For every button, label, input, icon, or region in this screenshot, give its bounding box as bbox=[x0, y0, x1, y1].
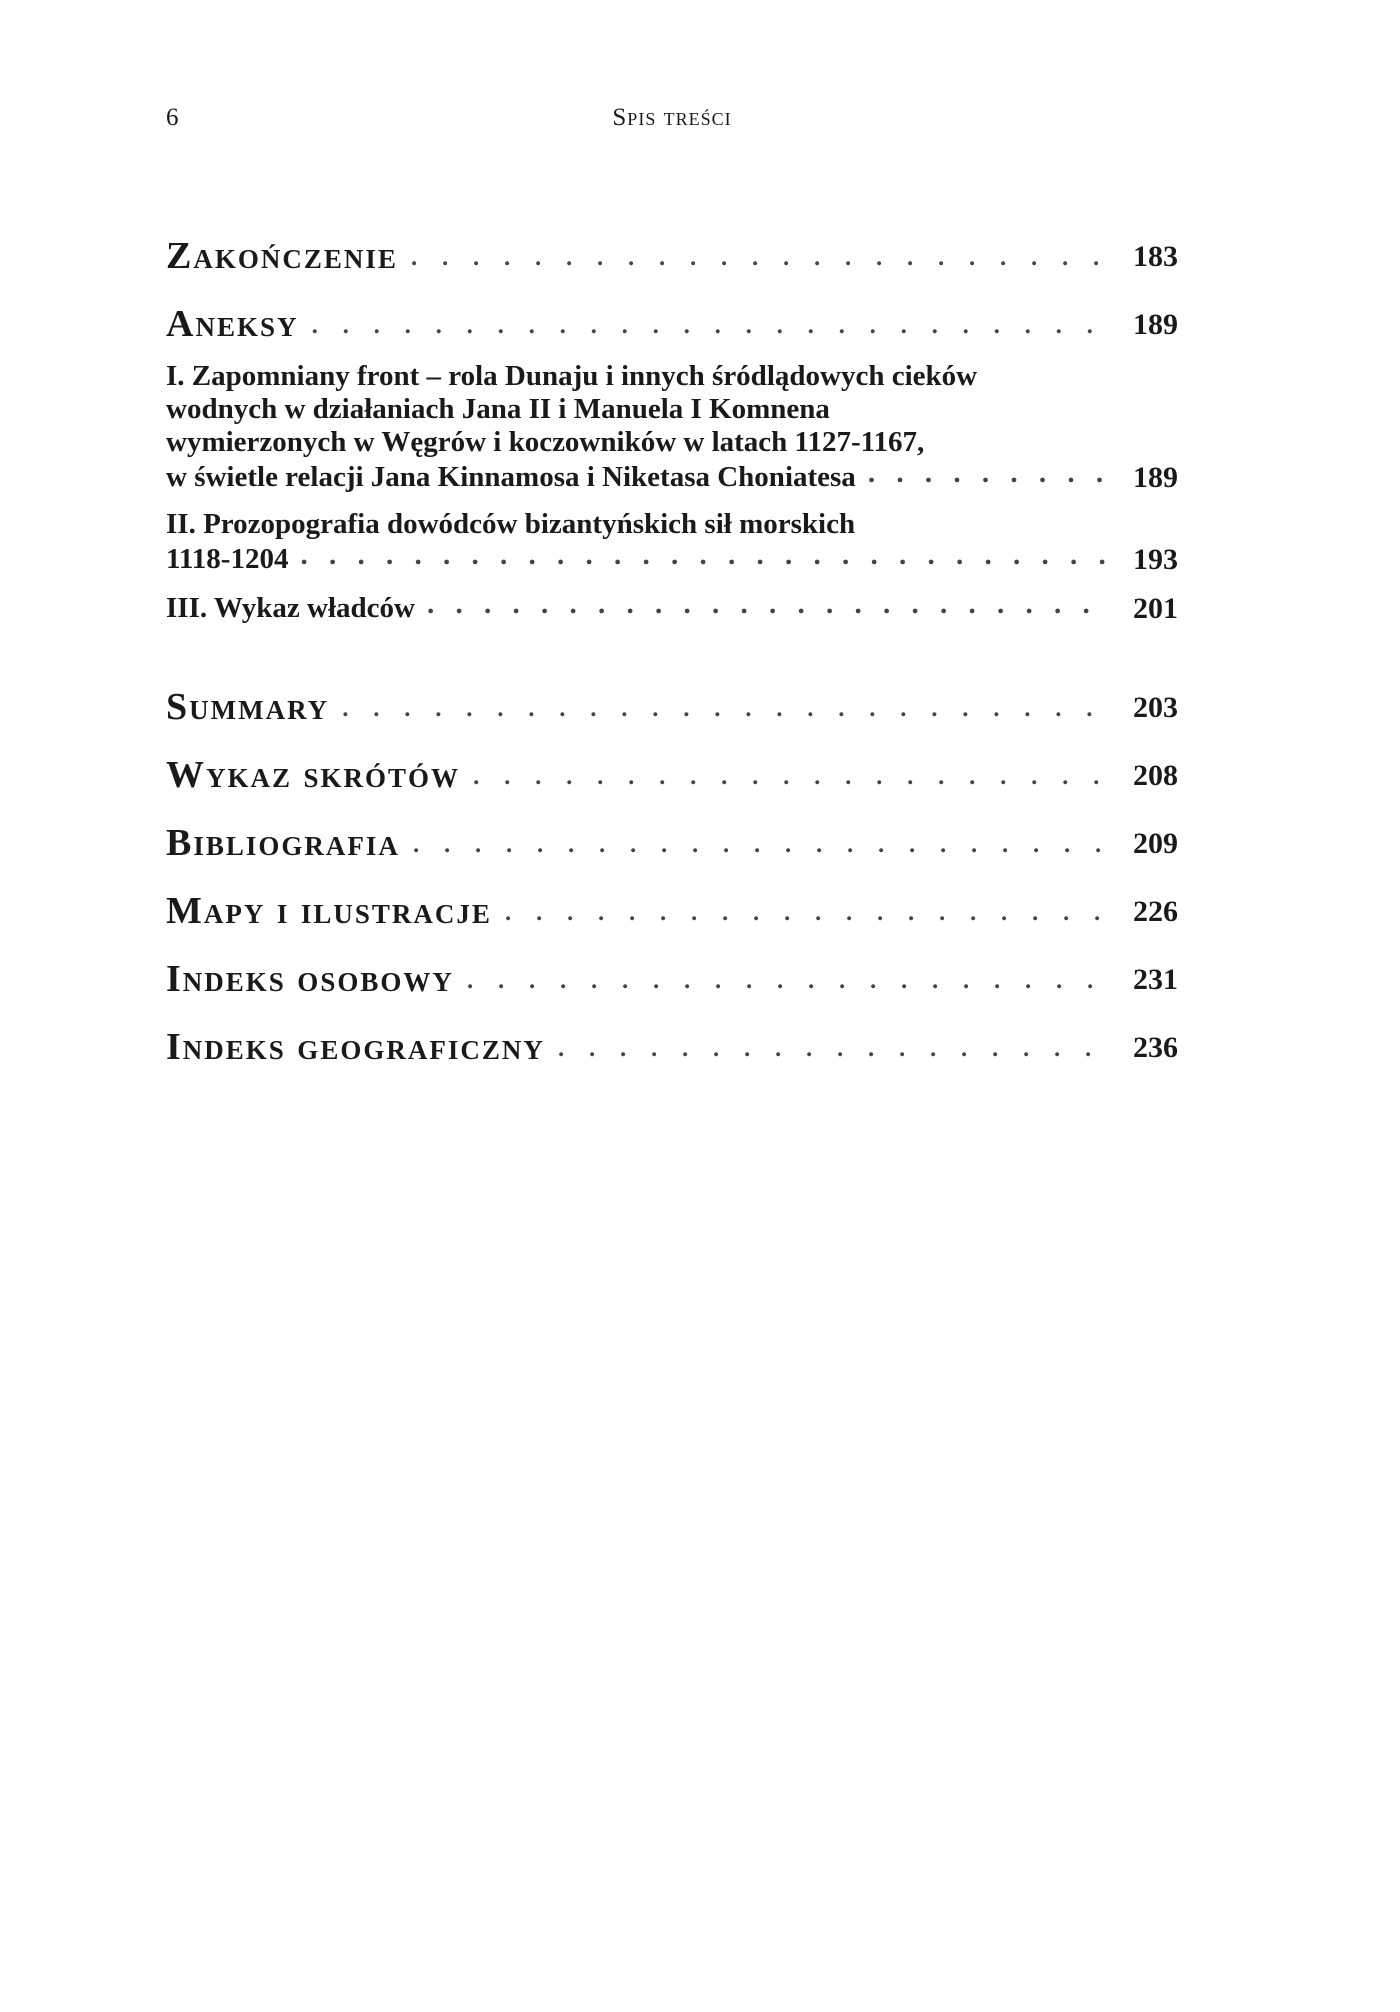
toc-entry-label: Mapy i ilustracje bbox=[166, 890, 492, 932]
dot-leader bbox=[472, 757, 1110, 797]
toc-entry-label: 1118-1204 bbox=[166, 543, 289, 575]
page-number: 6 bbox=[166, 104, 179, 131]
toc-entry-label: Indeks geograficzny bbox=[166, 1026, 545, 1068]
toc-entry-label: Bibliografia bbox=[166, 822, 400, 864]
toc-entry-indeks-osobowy[interactable] bbox=[166, 933, 1178, 1001]
toc-entry-page: 203 bbox=[1133, 691, 1178, 724]
running-head bbox=[166, 104, 1178, 134]
toc-entry-page: 236 bbox=[1133, 1031, 1178, 1064]
toc-entry-zakonczenie[interactable] bbox=[166, 210, 1178, 278]
toc-entry-last-line bbox=[166, 541, 1178, 576]
dot-leader bbox=[341, 689, 1110, 729]
dot-leader bbox=[868, 459, 1110, 494]
dot-leader bbox=[427, 590, 1110, 625]
toc-entry-indeks-geograficzny[interactable] bbox=[166, 1001, 1178, 1069]
toc-entry-page: 209 bbox=[1133, 827, 1178, 860]
running-title: Spis treści bbox=[612, 104, 732, 131]
toc-entry-last-line bbox=[166, 459, 1178, 494]
toc-entry-label: Zakończenie bbox=[166, 235, 398, 277]
toc-entry-label: III. Wykaz władców bbox=[166, 592, 415, 624]
toc-entry-page: 189 bbox=[1133, 461, 1178, 494]
toc-entry-line: II. Prozopografia dowódców bizantyńskich sił morskich bbox=[166, 508, 856, 540]
dot-leader bbox=[504, 893, 1110, 933]
toc-entry-line: wodnych w działaniach Jana II i Manuela I Komnena bbox=[166, 393, 830, 425]
toc-entry-line: wymierzonych w Węgrów i koczowników w latach 1127-1167, bbox=[166, 426, 925, 458]
toc-entry-page: 208 bbox=[1133, 759, 1178, 792]
toc-entry-wykaz-skrotow[interactable] bbox=[166, 729, 1178, 797]
toc-entry-aneks-1[interactable] bbox=[166, 360, 1178, 494]
toc-entry-page: 189 bbox=[1133, 308, 1178, 341]
toc-entry-aneksy[interactable] bbox=[166, 278, 1178, 346]
toc-entry-label: Aneksy bbox=[166, 303, 299, 345]
dot-leader bbox=[412, 825, 1110, 865]
toc-entry-bibliografia[interactable] bbox=[166, 797, 1178, 865]
dot-leader bbox=[410, 238, 1110, 278]
dot-leader bbox=[300, 541, 1110, 576]
toc-entry-label: Indeks osobowy bbox=[166, 958, 454, 1000]
dot-leader bbox=[310, 306, 1110, 346]
toc-entry-page: 183 bbox=[1133, 240, 1178, 273]
dot-leader bbox=[466, 961, 1110, 1001]
toc-entry-label: w świetle relacji Jana Kinnamosa i Niketasa Choniatesa bbox=[166, 461, 856, 493]
toc-entry-aneks-2[interactable] bbox=[166, 508, 1178, 576]
toc-entry-label: Summary bbox=[166, 686, 330, 728]
toc-entry-page: 231 bbox=[1133, 963, 1178, 996]
toc-entry-aneks-3[interactable] bbox=[166, 590, 1178, 625]
dot-leader bbox=[557, 1029, 1110, 1069]
toc-entry-page: 226 bbox=[1133, 895, 1178, 928]
toc-entry-label: Wykaz skrótów bbox=[166, 754, 461, 796]
toc-entry-line: I. Zapomniany front – rola Dunaju i innych śródlądowych cieków bbox=[166, 360, 978, 392]
toc-entry-summary[interactable] bbox=[166, 661, 1178, 729]
toc-entry-page: 201 bbox=[1133, 592, 1178, 625]
table-of-contents bbox=[166, 210, 1178, 1069]
toc-entry-page: 193 bbox=[1133, 543, 1178, 576]
toc-entry-mapy[interactable] bbox=[166, 865, 1178, 933]
